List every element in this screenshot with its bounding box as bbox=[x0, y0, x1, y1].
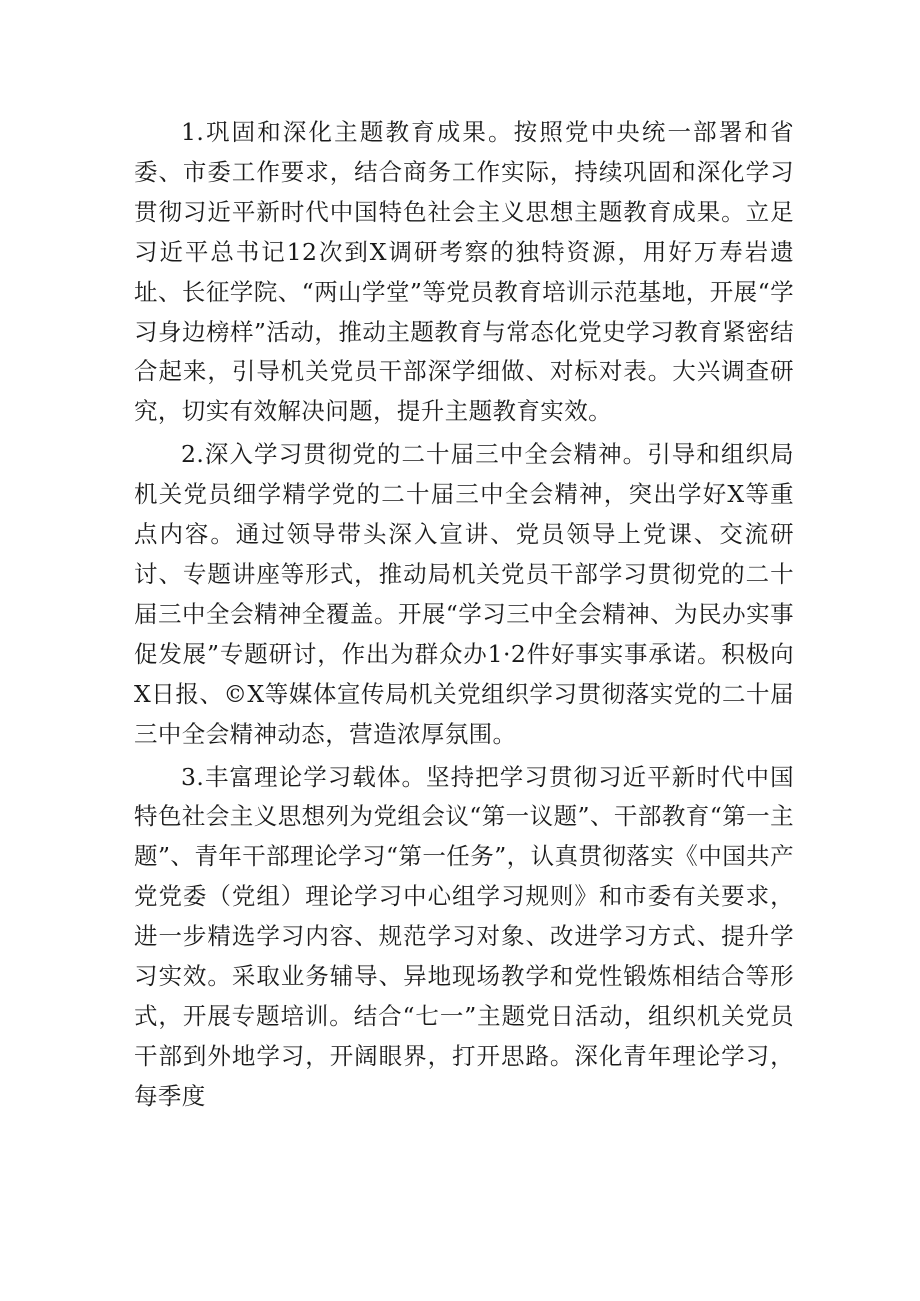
paragraph-3: 3.丰富理论学习载体。坚持把学习贯彻习近平新时代中国特色社会主义思想列为党组会议“第一议题”、干部教育“第一主题”、青年干部理论学习“第一任务”，认真贯彻落实《中国共产党党委（党组）理论学习中心组学习规则》和市委有关要求，进一步精选学习内容、规范学习对象、改进学习方式、提升学习实效。采取业务辅导、异地现场教学和党性锻炼相结合等形式，开展专题培训。结合“七一”主题党日活动，组织机关党员干部到外地学习，开阔眼界，打开思路。深化青年理论学习，每季度 bbox=[134, 762, 794, 1110]
document-body bbox=[134, 113, 794, 1117]
paragraph-1: 1.巩固和深化主题教育成果。按照党中央统一部署和省委、市委工作要求，结合商务工作实际，持续巩固和深化学习贯彻习近平新时代中国特色社会主义思想主题教育成果。立足习近平总书记12次到X调研考察的独特资源，用好万寿岩遗址、长征学院、“两山学堂”等党员教育培训示范基地，开展“学习身边榜样”活动，推动主题教育与常态化党史学习教育紧密结合起来，引导机关党员干部深学细做、对标对表。大兴调查研究，切实有效解决问题，提升主题教育实效。 bbox=[134, 118, 794, 426]
paragraph-2: 2.深入学习贯彻党的二十届三中全会精神。引导和组织局机关党员细学精学党的二十届三中全会精神，突出学好X等重点内容。通过领导带头深入宣讲、党员领导上党课、交流研讨、专题讲座等形式，推动局机关党员干部学习贯彻党的二十届三中全会精神全覆盖。开展“学习三中全会精神、为民办实事促发展”专题研讨，作出为群众办1·2件好事实事承诺。积极向X日报、©X等媒体宣传局机关党组织学习贯彻落实党的二十届三中全会精神动态，营造浓厚氛围。 bbox=[134, 440, 794, 748]
